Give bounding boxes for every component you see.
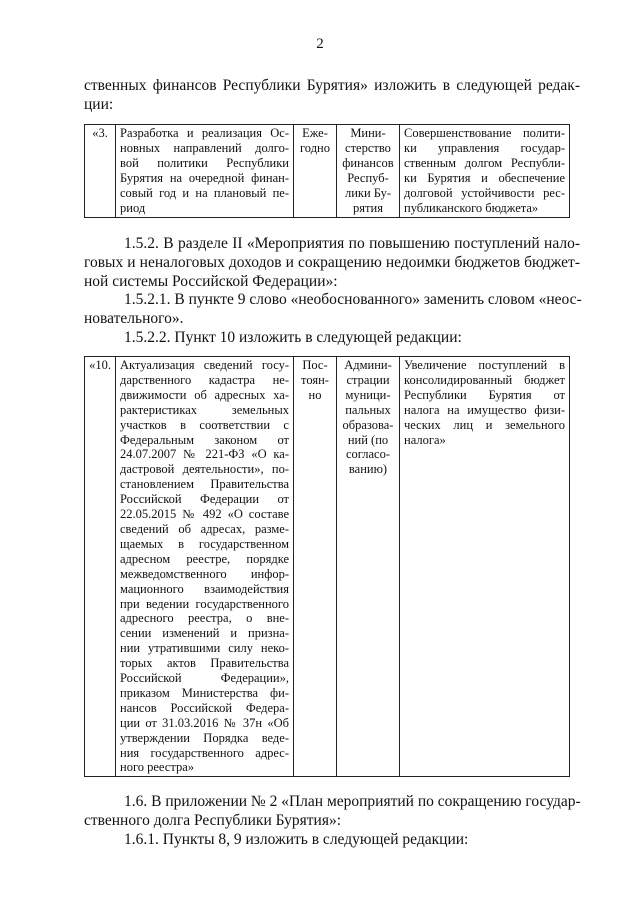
cell-line: риод [120, 201, 146, 215]
paragraph-1-5-2-1 [84, 290, 580, 328]
cell-line: но [308, 387, 322, 402]
text-line: ной системы Российской Федерации»: [84, 273, 338, 290]
cell-line: Актуализация сведений госу- [120, 358, 289, 372]
cell-line: образова- [342, 417, 394, 432]
cell-line: ческих лиц и земельного [404, 417, 565, 432]
cell-line: ного реестра» [120, 760, 194, 775]
cell-line: дарственного кадастра не- [120, 372, 289, 387]
cell-line: ственным долгом Республи- [404, 156, 565, 170]
text-line: 1.6.1. Пункты 8, 9 изложить в следующей редакции: [124, 831, 469, 848]
cell-line: годно [299, 141, 330, 155]
cell-line: участков в соответствии с [120, 417, 289, 432]
cell-line: «10. [89, 358, 111, 372]
paragraph-1-5-2-2 [84, 328, 580, 347]
text-line: ственных финансов Республики Бурятия» изложить в следующей редак- [84, 77, 580, 94]
cell-line: ния государственного адрес- [120, 745, 289, 760]
cell-line: Российской Федерации от [120, 492, 289, 507]
cell-line: адресного реестра, о вне- [120, 611, 289, 626]
cell-line: нансов Российской Федера- [120, 700, 289, 715]
cell-line: налога на имущество физи- [404, 402, 565, 417]
table-row [85, 125, 570, 218]
cell-line: Мини- [350, 126, 386, 140]
cell-line: Российской Федерации», [120, 671, 289, 686]
cell-line: финансов [342, 156, 394, 170]
text-line: 1.6. В приложении № 2 «План мероприятий по сокращению государ- [124, 793, 581, 810]
cell-line: страции [346, 372, 390, 387]
cell-line: Пос- [302, 358, 328, 372]
cell-line: долговой устойчивости рес- [404, 186, 565, 200]
table-item-3 [84, 124, 570, 218]
measure-cell [116, 125, 294, 218]
cell-line: 22.05.2015 № 492 «О составе [120, 507, 289, 522]
cell-line: стерство [345, 141, 391, 155]
paragraph-1-6 [84, 792, 580, 830]
cell-line: ции от 31.03.2016 № 37н «Об [120, 715, 289, 730]
cell-line: ванию) [348, 462, 388, 477]
result-cell [400, 125, 570, 218]
cell-line: 24.07.2007 № 221-ФЗ «О ка- [120, 447, 289, 462]
cell-line: совый год и на плановый пе- [120, 186, 289, 200]
cell-line: консолидированный бюджет [404, 372, 565, 387]
page-number: 2 [316, 36, 324, 52]
cell-line: щаемых в государственном [120, 536, 289, 551]
cell-line: ки Бурятия и обеспечение [404, 171, 565, 185]
result-cell [400, 357, 570, 777]
cell-line: Админи- [344, 358, 392, 372]
cell-line: Респуб- [347, 171, 389, 185]
deadline-cell [294, 125, 337, 218]
cell-line: новных направлений долго- [120, 141, 289, 155]
cell-line: ки управления государ- [404, 141, 565, 155]
cell-line: движимости об адресных ха- [120, 387, 289, 402]
cell-line: «3. [92, 126, 108, 140]
cell-line: адресном реестре, порядке [120, 551, 289, 566]
cell-line: Совершенствование полити- [404, 126, 565, 140]
text-line: говых и неналоговых доходов и сокращению недоимки бюджетов бюджет- [84, 254, 580, 271]
cell-line: ний (по [347, 432, 389, 447]
text-line: ции: [84, 96, 114, 113]
cell-line: Федеральным законом от [120, 432, 289, 447]
cell-line: Увеличение поступлений в [404, 358, 565, 372]
executor-cell [337, 125, 400, 218]
text-line: 1.5.2.2. Пункт 10 изложить в следующей редакции: [124, 329, 462, 346]
cell-line: утверждении Порядка веде- [120, 730, 289, 745]
cell-line: лики Бу- [344, 186, 392, 200]
cell-line: пальных [345, 402, 391, 417]
item-number-cell [85, 125, 116, 218]
cell-line: межведомственного инфор- [120, 566, 289, 581]
cell-line: нии утратившими силу неко- [120, 641, 289, 656]
text-line: 1.5.2.1. В пункте 9 слово «необоснованного» заменить словом «неос- [124, 291, 582, 308]
cell-line: рятия [353, 201, 383, 215]
cell-line: дастровой деятельности», по- [120, 462, 289, 477]
cell-line: согласо- [345, 447, 391, 462]
executor-cell [337, 357, 400, 777]
cell-line: публиканского бюджета» [404, 201, 539, 215]
cell-line: мационного взаимодействия [120, 581, 289, 596]
item-number-cell [85, 357, 116, 777]
cell-line: при ведении государственного [120, 596, 289, 611]
cell-line: Республики Бурятия от [404, 387, 565, 402]
cell-line: торых актов Правительства [120, 656, 289, 671]
cell-line: налога» [404, 432, 446, 447]
deadline-cell [294, 357, 337, 777]
cell-line: приказом Министерства фи- [120, 685, 289, 700]
table-item-10 [84, 356, 570, 777]
cell-line: Бурятия на очередной финан- [120, 171, 289, 185]
cell-line: муници- [345, 387, 391, 402]
cell-line: становлением Правительства [120, 477, 289, 492]
cell-line: сведений об адресах, разме- [120, 521, 289, 536]
text-line: 1.5.2. В разделе II «Мероприятия по повышению поступлений нало- [124, 235, 580, 252]
cell-line: тоян- [301, 372, 329, 387]
paragraph-1-6-1 [84, 830, 580, 849]
measure-cell [116, 357, 294, 777]
cell-line: Еже- [302, 126, 328, 140]
cell-line: сении изменений и призна- [120, 626, 289, 641]
table-row [85, 357, 570, 777]
text-line: новательного». [84, 310, 184, 327]
cell-line: Разработка и реализация Ос- [120, 126, 289, 140]
text-line: ственного долга Республики Бурятия»: [84, 812, 342, 829]
cell-line: вой политики Республики [120, 156, 289, 170]
cell-line: рактеристиках земельных [120, 402, 289, 417]
paragraph-1-5-2 [84, 234, 580, 291]
intro-paragraph [84, 76, 580, 114]
